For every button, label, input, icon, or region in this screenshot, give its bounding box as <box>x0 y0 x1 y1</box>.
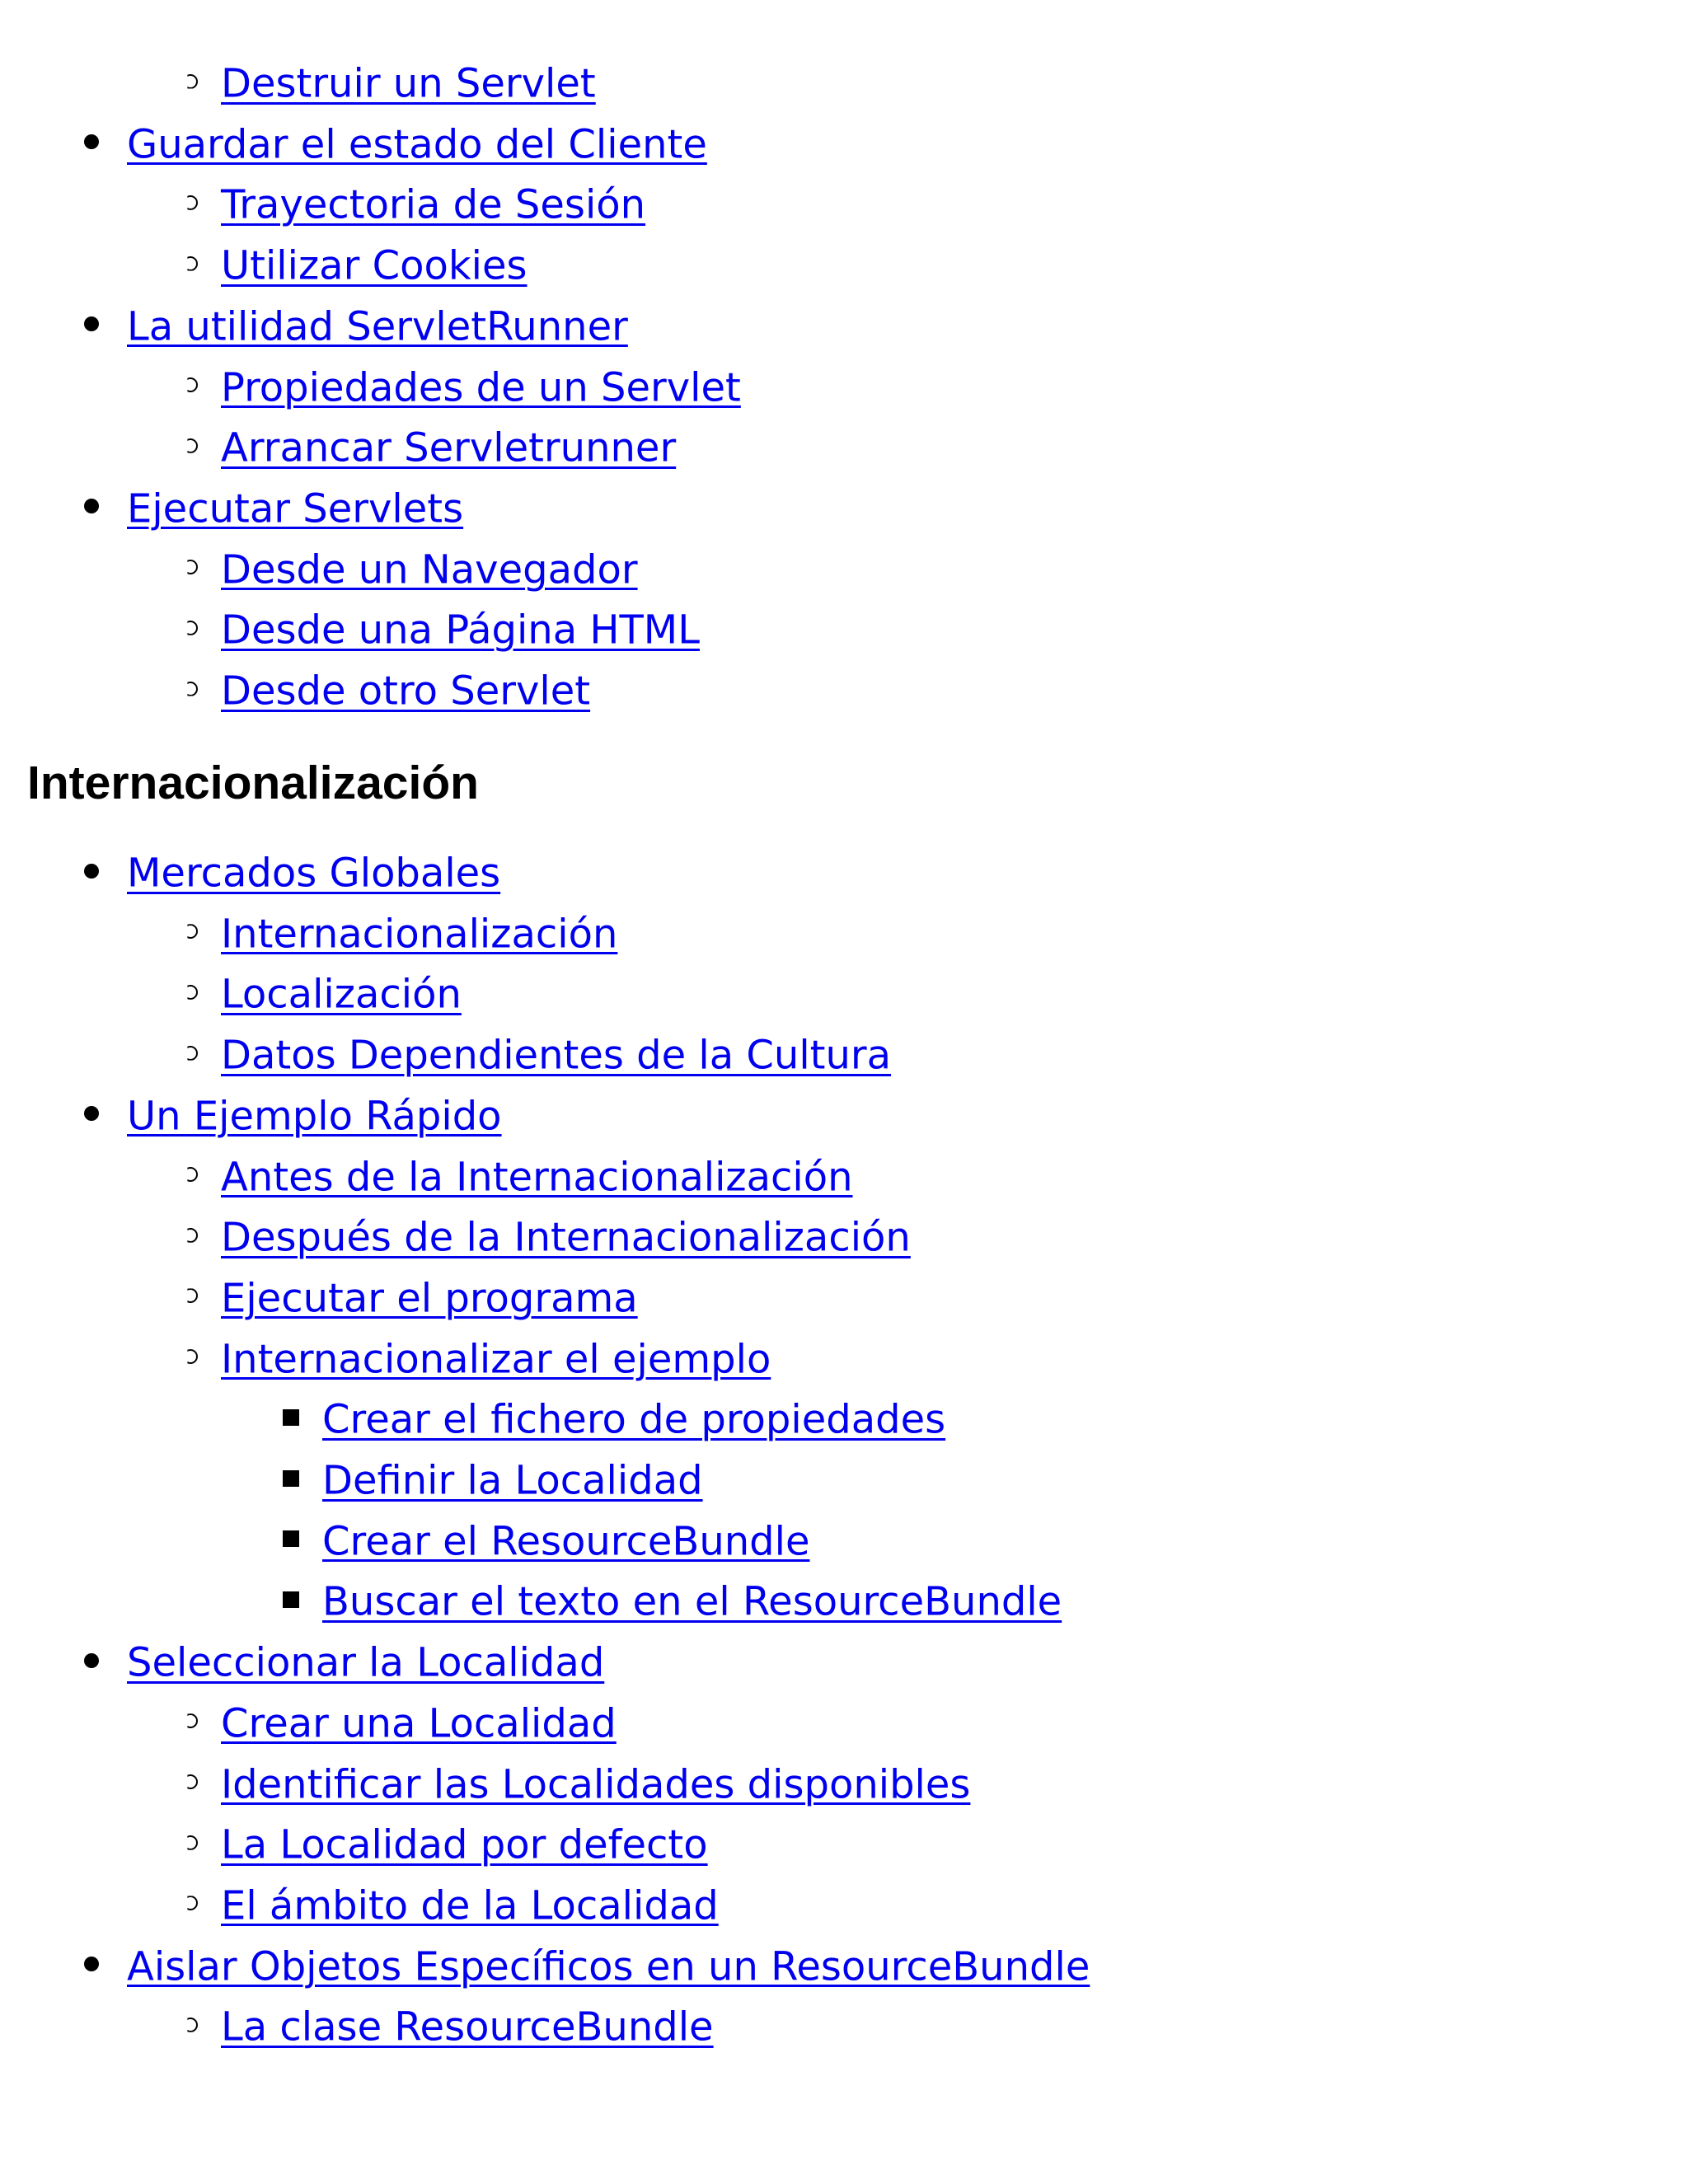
list-item <box>183 599 700 660</box>
toc-link[interactable]: Crear el ResourceBundle <box>322 1518 810 1565</box>
disc-bullet-icon <box>84 134 99 149</box>
list-item <box>183 1693 617 1754</box>
toc-link[interactable]: Mercados Globales <box>127 850 501 897</box>
circle-bullet-icon <box>183 438 198 453</box>
circle-bullet-icon <box>183 1713 198 1728</box>
toc-link[interactable]: Buscar el texto en el ResourceBundle <box>322 1578 1062 1625</box>
toc-link[interactable]: Datos Dependientes de la Cultura <box>221 1032 892 1079</box>
toc-link[interactable]: Crear una Localidad <box>221 1700 617 1747</box>
toc-link[interactable]: Seleccionar la Localidad <box>127 1639 605 1686</box>
circle-bullet-icon <box>183 621 198 635</box>
toc-link[interactable]: Aislar Objetos Específicos en un ResourceBundle <box>127 1943 1090 1990</box>
toc-link[interactable]: Guardar el estado del Cliente <box>127 121 707 168</box>
list-item <box>183 539 638 600</box>
circle-bullet-icon <box>183 1349 198 1364</box>
toc-link[interactable]: Destruir un Servlet <box>221 60 596 107</box>
toc-link[interactable]: La clase ResourceBundle <box>221 2004 714 2050</box>
toc-link[interactable]: Localización <box>221 971 462 1018</box>
list-item <box>84 842 500 903</box>
list-item <box>183 963 462 1024</box>
list-item <box>84 114 707 175</box>
list-item <box>84 1085 502 1146</box>
list-item <box>183 1875 719 1936</box>
toc-link[interactable]: Crear el fichero de propiedades <box>322 1396 946 1443</box>
section-heading: Internacionalización <box>27 757 479 809</box>
toc-link[interactable]: Desde otro Servlet <box>221 668 591 715</box>
toc-link[interactable]: Arrancar Servletrunner <box>221 424 677 471</box>
list-item <box>183 1754 970 1815</box>
list-item <box>183 660 590 721</box>
list-item <box>183 1814 708 1875</box>
square-bullet-icon <box>283 1530 299 1547</box>
toc-link[interactable]: Internacionalización <box>221 911 618 958</box>
list-item <box>183 417 676 478</box>
toc-link[interactable]: Definir la Localidad <box>322 1457 703 1504</box>
list-item <box>183 1146 853 1207</box>
circle-bullet-icon <box>183 256 198 271</box>
list-item <box>283 1450 703 1511</box>
toc-link[interactable]: Después de la Internacionalización <box>221 1214 911 1261</box>
disc-bullet-icon <box>84 316 99 331</box>
disc-bullet-icon <box>84 1106 99 1121</box>
circle-bullet-icon <box>183 560 198 574</box>
list-item <box>84 1632 604 1693</box>
list-item <box>283 1389 945 1450</box>
toc-link[interactable]: Ejecutar Servlets <box>127 485 464 532</box>
toc-link[interactable]: La utilidad ServletRunner <box>127 303 628 350</box>
square-bullet-icon <box>283 1409 299 1426</box>
list-item <box>84 1936 1090 1997</box>
circle-bullet-icon <box>183 377 198 392</box>
disc-bullet-icon <box>84 864 99 879</box>
list-item <box>183 1024 891 1085</box>
toc-link[interactable]: Un Ejemplo Rápido <box>127 1093 502 1140</box>
list-item <box>183 1996 714 2057</box>
toc-link[interactable]: Propiedades de un Servlet <box>221 364 741 410</box>
toc-link[interactable]: Internacionalizar el ejemplo <box>221 1336 771 1383</box>
toc-link[interactable]: Desde una Página HTML <box>221 607 700 654</box>
circle-bullet-icon <box>183 985 198 1000</box>
circle-bullet-icon <box>183 1835 198 1850</box>
toc-link[interactable]: Desde un Navegador <box>221 546 638 593</box>
list-item <box>84 296 628 357</box>
list-item <box>283 1511 810 1572</box>
list-item <box>183 174 645 235</box>
circle-bullet-icon <box>183 1288 198 1303</box>
square-bullet-icon <box>283 1470 299 1487</box>
list-item <box>183 235 527 296</box>
circle-bullet-icon <box>183 1046 198 1061</box>
circle-bullet-icon <box>183 1896 198 1910</box>
disc-bullet-icon <box>84 1957 99 1971</box>
circle-bullet-icon <box>183 1167 198 1182</box>
toc-link[interactable]: El ámbito de la Localidad <box>221 1882 719 1929</box>
circle-bullet-icon <box>183 682 198 696</box>
list-item <box>183 357 741 418</box>
circle-bullet-icon <box>183 195 198 210</box>
toc-link[interactable]: Antes de la Internacionalización <box>221 1154 853 1200</box>
circle-bullet-icon <box>183 74 198 89</box>
toc-link[interactable]: Ejecutar el programa <box>221 1275 638 1322</box>
circle-bullet-icon <box>183 1774 198 1789</box>
toc-link[interactable]: Trayectoria de Sesión <box>221 181 646 228</box>
disc-bullet-icon <box>84 499 99 513</box>
circle-bullet-icon <box>183 924 198 939</box>
square-bullet-icon <box>283 1591 299 1608</box>
toc-link[interactable]: Utilizar Cookies <box>221 242 528 289</box>
list-item <box>183 903 617 964</box>
toc-link[interactable]: Identificar las Localidades disponibles <box>221 1761 971 1807</box>
list-item <box>183 53 596 114</box>
list-item <box>183 1329 771 1390</box>
toc-link[interactable]: La Localidad por defecto <box>221 1821 708 1868</box>
circle-bullet-icon <box>183 2018 198 2032</box>
disc-bullet-icon <box>84 1653 99 1668</box>
list-item <box>183 1207 911 1268</box>
list-item <box>183 1268 638 1329</box>
list-item <box>84 478 463 539</box>
list-item <box>283 1571 1062 1632</box>
circle-bullet-icon <box>183 1228 198 1243</box>
